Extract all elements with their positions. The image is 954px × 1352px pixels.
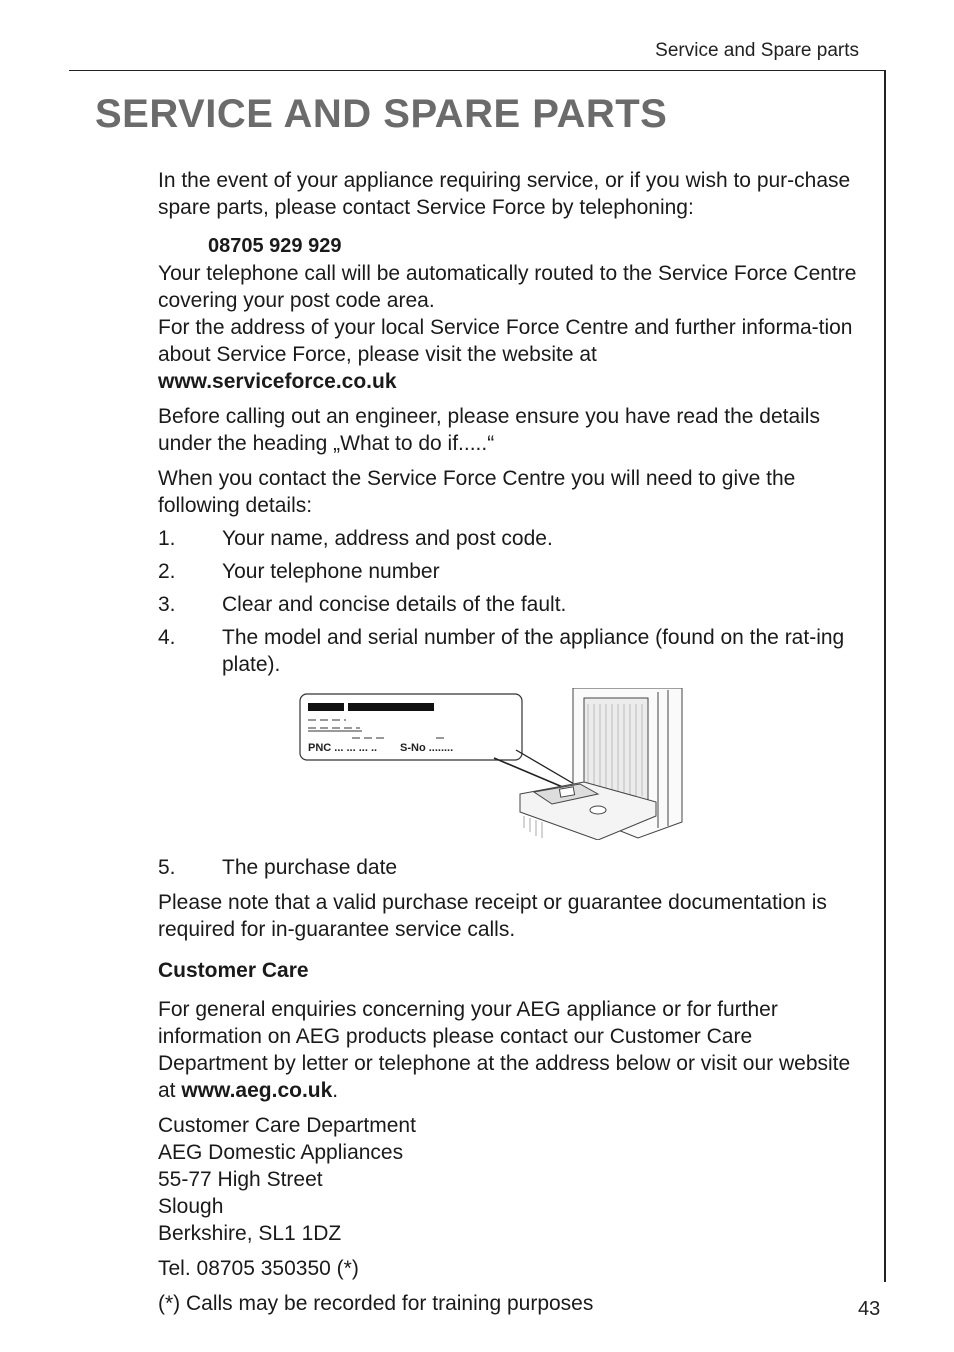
before-calling-paragraph: Before calling out an engineer, please ensure you have read the details under the heading „What to do if.....“ (158, 405, 820, 455)
list-item-text: The purchase date (222, 856, 398, 879)
margin-rule (884, 70, 886, 1282)
address-line: 55-77 High Street (158, 1168, 323, 1191)
address-line: Customer Care Department (158, 1114, 416, 1137)
list-item-number: 2. (158, 560, 176, 583)
list-item-number: 4. (158, 626, 176, 649)
page-number: 43 (858, 1298, 881, 1320)
call-recording-note: (*) Calls may be recorded for training purposes (158, 1292, 594, 1315)
contact-intro-paragraph: When you contact the Service Force Centre you will need to give the following details: (158, 467, 796, 517)
running-header: Service and Spare parts (655, 40, 859, 61)
list-item-text: Your name, address and post code. (222, 527, 553, 550)
service-website-link[interactable]: www.serviceforce.co.uk (158, 370, 397, 393)
header-rule (69, 70, 886, 71)
list-item-text: Clear and concise details of the fault. (222, 593, 567, 616)
receipt-note: Please note that a valid purchase receipt or guarantee documentation is required for in-guarantee service calls. (158, 891, 827, 941)
dishwasher-icon (520, 688, 682, 840)
customer-care-text-end: . (332, 1079, 339, 1102)
list-item (158, 558, 864, 585)
customer-care-paragraph (158, 996, 864, 1104)
customer-care-telephone: Tel. 08705 350350 (*) (158, 1257, 359, 1280)
list-item (158, 591, 864, 618)
details-list-continued (158, 854, 864, 881)
list-item (158, 624, 864, 678)
list-item-number: 5. (158, 856, 176, 879)
customer-care-heading: Customer Care (158, 959, 309, 982)
address-line: Berkshire, SL1 1DZ (158, 1222, 342, 1245)
list-item (158, 525, 864, 552)
routing-paragraph: Your telephone call will be automatically routed to the Service Force Centre covering your post code area. (158, 262, 857, 312)
list-item-text: Your telephone number (222, 560, 440, 583)
customer-care-text: For general enquiries concerning your AEG appliance or for further information on AEG products please contact our Customer Care Department by letter or telephone at the address below or visit our website at (158, 998, 851, 1102)
aeg-website-link[interactable]: www.aeg.co.uk (181, 1079, 333, 1102)
content (158, 167, 864, 1317)
address-paragraph (158, 314, 864, 395)
list-item-number: 3. (158, 593, 176, 616)
page-title: SERVICE AND SPARE PARTS (95, 92, 668, 136)
intro-paragraph: In the event of your appliance requiring service, or if you wish to pur-chase spare parts, please contact Service Force by telephoning: (158, 169, 851, 219)
pnc-label: PNC ... ... ... .. (308, 742, 378, 754)
address-line: AEG Domestic Appliances (158, 1141, 404, 1164)
address-line: Slough (158, 1195, 224, 1218)
list-item-number: 1. (158, 527, 176, 550)
list-item-text: The model and serial number of the appliance (found on the rat-ing plate). (222, 626, 845, 676)
dishwasher-rating-plate-illustration (298, 688, 698, 840)
list-item (158, 854, 864, 881)
service-phone-number: 08705 929 929 (208, 235, 342, 257)
rating-plate-figure (158, 688, 864, 848)
details-list (158, 525, 864, 678)
serial-number-label: S-No ........ (400, 742, 454, 754)
customer-care-address (158, 1112, 864, 1247)
address-text: For the address of your local Service Force Centre and further informa-tion about Service Force, please visit the website at (158, 316, 853, 366)
